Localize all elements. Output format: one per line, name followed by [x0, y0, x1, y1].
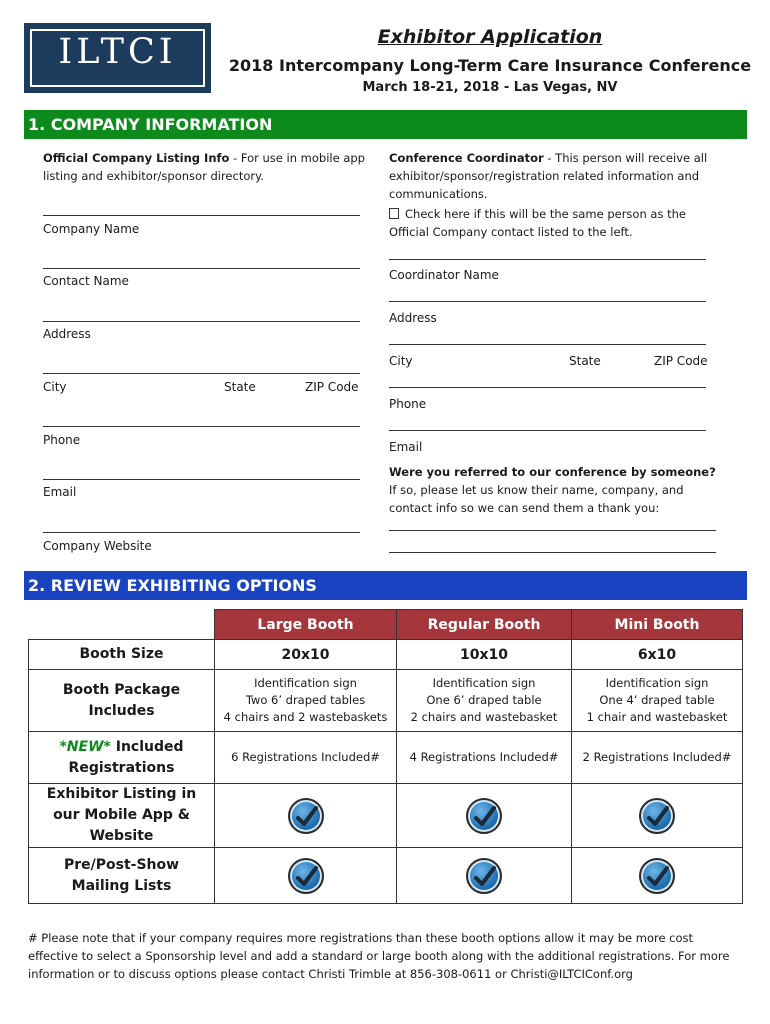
coordinator-name-field-top [389, 259, 706, 260]
mailing-regular [397, 848, 572, 904]
coordinator-address-label: Address [389, 311, 437, 325]
referral-question-text: If so, please let us know their name, company, and contact info so we can send them a thank you: [389, 483, 684, 515]
listing-mini [572, 784, 743, 848]
registration-footnote: # Please note that if your company requires more registrations than these booth options allow it may be more cost effective to select a Sponsorship level and add a standard or large booth along with the additional registrations. For more information or to discuss options please contact Christi Trimble at 856-308-0611 or Christi@ILTCIConf.org [28, 931, 730, 981]
table-header-row [29, 610, 743, 640]
package-large-line-2: Two 6’ draped tables [245, 693, 366, 707]
coordinator-intro-bold: Conference Coordinator [389, 151, 544, 165]
coordinator-zip-label: ZIP Code [654, 354, 708, 368]
coordinator-phone-field[interactable] [389, 430, 706, 431]
package-regular-line-3: 2 chairs and wastebasket [410, 710, 558, 724]
new-badge: *NEW* [59, 738, 111, 755]
address-label: Address [43, 327, 91, 341]
same-contact-option [389, 205, 719, 241]
logo-text: ILTCI [58, 32, 177, 72]
section-exhibiting-options-header: 2. REVIEW EXHIBITING OPTIONS [24, 571, 747, 600]
same-contact-checkbox[interactable] [389, 208, 399, 219]
email-label: Email [43, 485, 77, 499]
size-large: 20x10 [215, 640, 397, 670]
column-large-booth: Large Booth [215, 610, 397, 640]
check-circle-icon [466, 798, 502, 834]
city-label: City [43, 380, 67, 394]
coordinator-name-field[interactable] [389, 301, 706, 302]
page-title: Exhibitor Application [377, 26, 603, 48]
package-large [215, 670, 397, 732]
phone-field[interactable] [43, 426, 360, 427]
coordinator-name-label: Coordinator Name [389, 268, 499, 282]
package-large-line-3: 4 chairs and 2 wastebaskets [223, 710, 388, 724]
package-regular-line-2: One 6’ draped table [426, 693, 542, 707]
check-circle-icon [288, 798, 324, 834]
state-label: State [224, 380, 256, 394]
coordinator-city-state-zip-field[interactable] [389, 387, 706, 388]
zip-label: ZIP Code [305, 380, 359, 394]
size-mini: 6x10 [572, 640, 743, 670]
package-regular-line-1: Identification sign [432, 676, 536, 690]
conference-title: 2018 Intercompany Long-Term Care Insurance Conference [228, 56, 752, 75]
referral-line-1[interactable] [389, 530, 716, 531]
iltci-logo [24, 23, 211, 93]
coordinator-city-label: City [389, 354, 413, 368]
company-website-field[interactable] [43, 532, 360, 533]
coordinator-email-label: Email [389, 440, 423, 454]
mailing-mini [572, 848, 743, 904]
mailing-large [215, 848, 397, 904]
table-row-mailing [29, 848, 743, 904]
city-state-zip-field[interactable] [43, 373, 360, 374]
conference-dates: March 18-21, 2018 - Las Vegas, NV [362, 80, 618, 95]
official-listing-intro-bold: Official Company Listing Info [43, 151, 230, 165]
official-listing-intro-text: - For use in mobile app listing and exhibitor/sponsor directory. [43, 151, 365, 183]
row-label-registrations [29, 732, 215, 784]
row-label-booth-size: Booth Size [29, 640, 215, 670]
package-mini [572, 670, 743, 732]
table-corner [29, 610, 215, 640]
referral-question [389, 463, 724, 517]
row-label-listing: Exhibitor Listing in our Mobile App & Website [29, 784, 215, 848]
row-label-mailing: Pre/Post-Show Mailing Lists [29, 848, 215, 904]
referral-line-2[interactable] [389, 552, 716, 553]
registrations-regular: 4 Registrations Included# [397, 732, 572, 784]
company-name-field[interactable] [43, 215, 360, 216]
check-circle-icon [639, 858, 675, 894]
coordinator-phone-label: Phone [389, 397, 427, 411]
email-field[interactable] [43, 479, 360, 480]
listing-large [215, 784, 397, 848]
package-mini-line-3: 1 chair and wastebasket [586, 710, 728, 724]
package-regular [397, 670, 572, 732]
same-contact-label: Check here if this will be the same person as the Official Company contact listed to the left. [389, 207, 686, 239]
check-circle-icon [639, 798, 675, 834]
section-company-information-header: 1. COMPANY INFORMATION [24, 110, 747, 139]
table-row-package [29, 670, 743, 732]
package-mini-line-1: Identification sign [605, 676, 709, 690]
address-field[interactable] [43, 321, 360, 322]
company-name-label: Company Name [43, 222, 140, 236]
registrations-label-text: Included Registrations [68, 738, 184, 776]
contact-name-label: Contact Name [43, 274, 129, 288]
contact-name-field[interactable] [43, 268, 360, 269]
table-row-booth-size [29, 640, 743, 670]
registrations-large: 6 Registrations Included# [215, 732, 397, 784]
coordinator-state-label: State [569, 354, 601, 368]
check-circle-icon [288, 858, 324, 894]
coordinator-address-field[interactable] [389, 344, 706, 345]
package-mini-line-2: One 4’ draped table [599, 693, 715, 707]
column-regular-booth: Regular Booth [397, 610, 572, 640]
exhibiting-options-table [28, 609, 743, 904]
table-row-registrations [29, 732, 743, 784]
check-circle-icon [466, 858, 502, 894]
row-label-package: Booth Package Includes [29, 670, 215, 732]
coordinator-intro [389, 149, 719, 203]
column-mini-booth: Mini Booth [572, 610, 743, 640]
size-regular: 10x10 [397, 640, 572, 670]
registrations-mini: 2 Registrations Included# [572, 732, 743, 784]
listing-regular [397, 784, 572, 848]
package-large-line-1: Identification sign [254, 676, 357, 690]
company-website-label: Company Website [43, 539, 152, 553]
phone-label: Phone [43, 433, 81, 447]
official-listing-intro [43, 149, 368, 185]
coordinator-intro-text: - This person will receive all exhibitor/sponsor/registration related information and communications. [389, 151, 708, 201]
table-row-listing [29, 784, 743, 848]
referral-question-bold: Were you referred to our conference by someone? [389, 465, 716, 479]
